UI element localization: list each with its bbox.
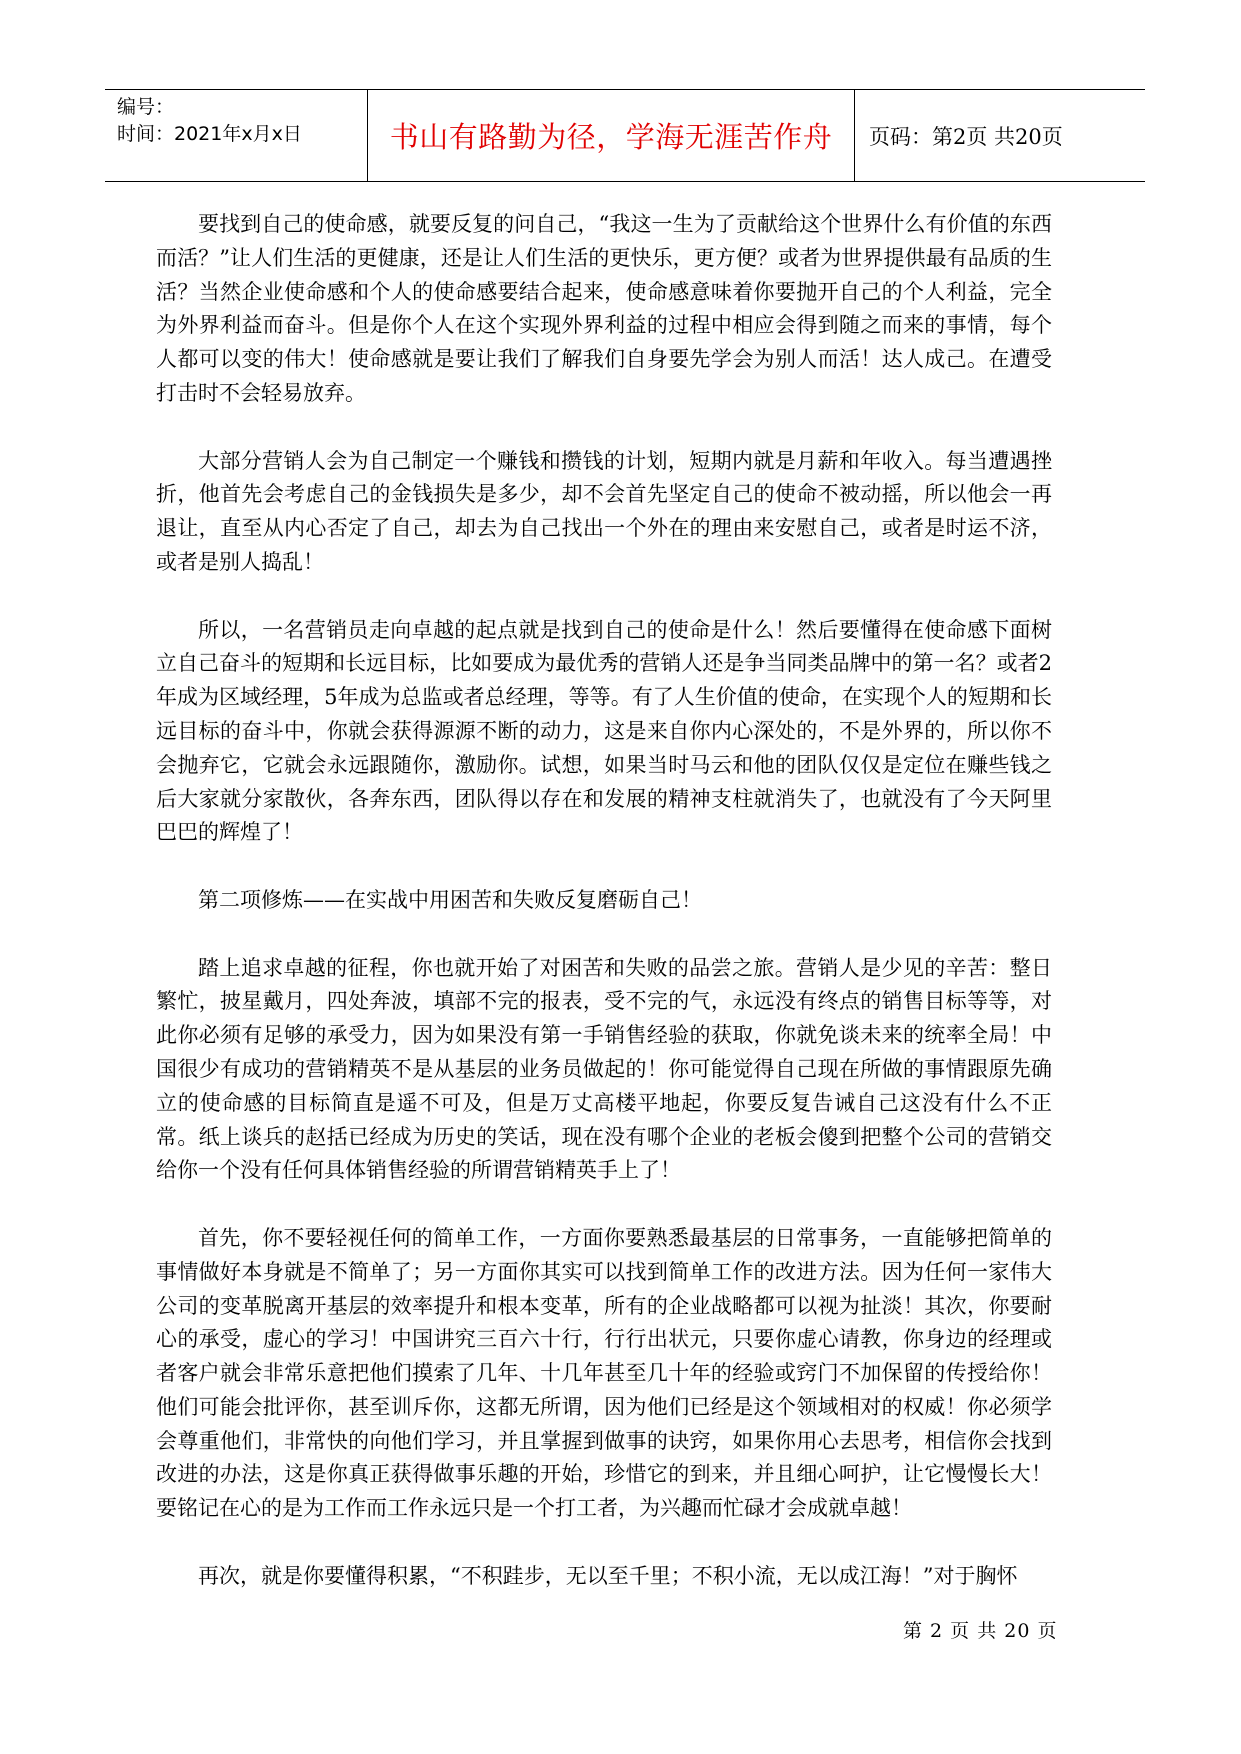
paragraph: 踏上追求卓越的征程，你也就开始了对困苦和失败的品尝之旅。营销人是少见的辛苦：整日繁忙，披星戴月，四处奔波，填部不完的报表，受不完的气，永远没有终点的销售目标等等，对此你必须有足够的承受力，因为如果没有第一手销售经验的获取，你就免谈未来的统率全局！中国很少有成功的营销精英不是从基层的业务员做起的！你可能觉得自己现在所做的事情跟原先确立的使命感的目标简直是遥不可及，但是万丈高楼平地起，你要反复告诫自己这没有什么不正常。纸上谈兵的赵括已经成为历史的笑话，现在没有哪个企业的老板会傻到把整个公司的营销交给你一个没有任何具体销售经验的所谓营销精英手上了！ [156, 955, 1052, 1183]
section-heading: 第二项修炼——在实战中用困苦和失败反复磨砺自己！ [198, 887, 702, 912]
paragraph: 再次，就是你要懂得积累，“不积跬步，无以至千里；不积小流，无以成江海！”对于胸怀 [198, 1563, 1018, 1588]
header-motto: 书山有路勤为径，学海无涯苦作舟 [368, 90, 855, 181]
page-footer: 第 2 页 共 20 页 [903, 1620, 1058, 1642]
document-number-label: 编号： [117, 96, 175, 118]
document-body [156, 208, 1052, 1627]
paragraph: 所以，一名营销员走向卓越的起点就是找到自己的使命是什么！然后要懂得在使命感下面树立自己奋斗的短期和长远目标，比如要成为最优秀的营销人还是争当同类品牌中的第一名？或者2年成为区域经理，5年成为总监或者总经理，等等。有了人生价值的使命，在实现个人的短期和长远目标的奋斗中，你就会获得源源不断的动力，这是来自你内心深处的，不是外界的，所以你不会抛弃它，它就会永远跟随你，激励你。试想，如果当时马云和他的团队仅仅是定位在赚些钱之后大家就分家散伙，各奔东西，团队得以存在和发展的精神支柱就消失了，也就没有了今天阿里巴巴的辉煌了！ [156, 617, 1052, 845]
paragraph: 要找到自己的使命感，就要反复的问自己，“我这一生为了贡献给这个世界什么有价值的东西而活？”让人们生活的更健康，还是让人们生活的更快乐，更方便？或者为世界提供最有品质的生活？当然企业使命感和个人的使命感要结合起来，使命感意味着你要抛开自己的个人利益，完全为外界利益而奋斗。但是你个人在这个实现外界利益的过程中相应会得到随之而来的事情，每个人都可以变的伟大！使命感就是要让我们了解我们自身要先学会为别人而活！达人成己。在遭受打击时不会轻易放弃。 [156, 212, 1052, 405]
paragraph: 首先，你不要轻视任何的简单工作，一方面你要熟悉最基层的日常事务，一直能够把简单的事情做好本身就是不简单了；另一方面你其实可以找到简单工作的改进方法。因为任何一家伟大公司的变革脱离开基层的效率提升和根本变革，所有的企业战略都可以视为扯淡！其次，你要耐心的承受，虚心的学习！中国讲究三百六十行，行行出状元，只要你虚心请教，你身边的经理或者客户就会非常乐意把他们摸索了几年、十几年甚至几十年的经验或窍门不加保留的传授给你！他们可能会批评你，甚至训斥你，这都无所谓，因为他们已经是这个领域相对的权威！你必须学会尊重他们，非常快的向他们学习，并且掌握到做事的诀窍，如果你用心去思考，相信你会找到改进的办法，这是你真正获得做事乐趣的开始，珍惜它的到来，并且细心呵护，让它慢慢长大！要铭记在心的是为工作而工作永远只是一个打工者，为兴趣而忙碌才会成就卓越！ [156, 1225, 1052, 1521]
paragraph: 大部分营销人会为自己制定一个赚钱和攒钱的计划，短期内就是月薪和年收入。每当遭遇挫折，他首先会考虑自己的金钱损失是多少，却不会首先坚定自己的使命不被动摇，所以他会一再退让，直至从内心否定了自己，却去为自己找出一个外在的理由来安慰自己，或者是时运不济，或者是别人捣乱！ [156, 448, 1052, 574]
page-header [105, 89, 1145, 182]
header-page-info: 页码：第2页 共20页 [869, 124, 1063, 149]
header-meta-cell [105, 90, 368, 181]
document-date: 时间：2021年x月x日 [117, 123, 302, 145]
